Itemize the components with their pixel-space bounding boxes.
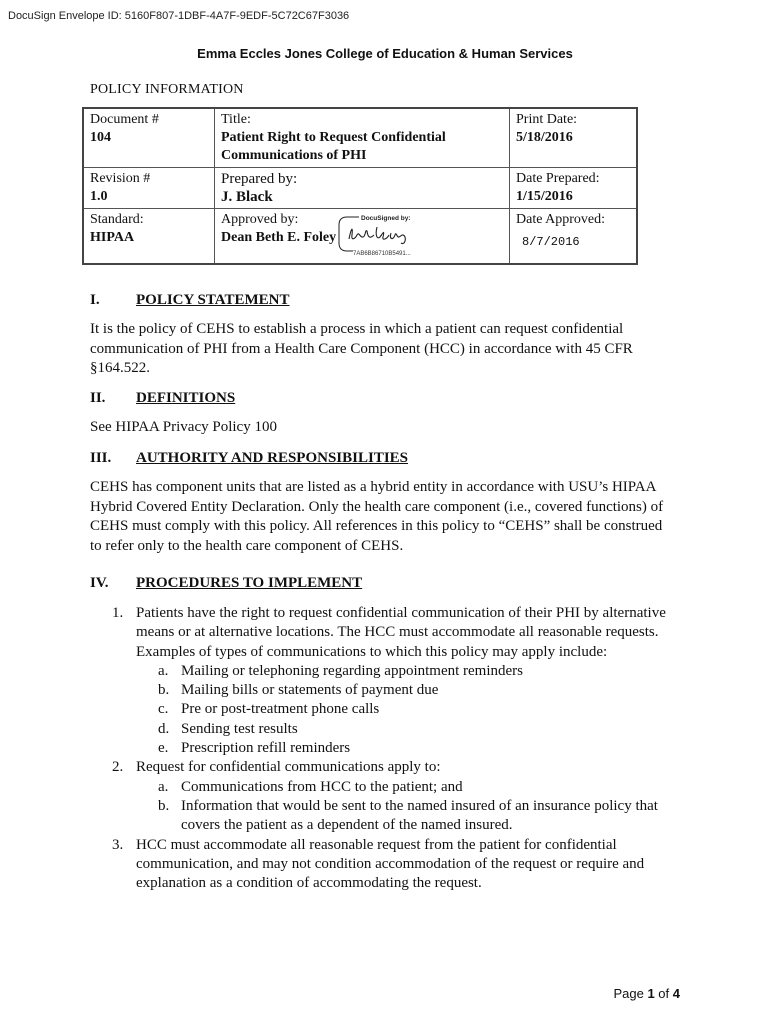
authority-text: CEHS has component units that are listed as a hybrid entity in accordance with USU’s HIPAA Hybrid Covered Entity Declaration. Only the health care component (i.e., covered functions) of CEHS must comply with this policy. All references in this policy to “CEHS” shall be construed to refer only to the health care component of CEHS. [90, 479, 664, 554]
list-item-text: Patients have the right to request confidential communication of their PHI by alternative means or at alternative locations. The HCC must accommodate all reasonable requests. Examples of types of communications to which this policy may apply include: [136, 605, 666, 660]
list-number: b. [158, 682, 170, 699]
docusign-envelope-id: DocuSign Envelope ID: 5160F807-1DBF-4A7F-9EDF-5C72C67F3036 [8, 10, 350, 22]
policy-info-heading: POLICY INFORMATION [90, 82, 244, 97]
list-item [90, 739, 680, 758]
list-item [90, 797, 680, 836]
title-label: Title: [221, 112, 251, 127]
approved-by-label: Approved by: [221, 212, 299, 227]
procedures-list [90, 604, 680, 893]
page-number: 1 [647, 986, 655, 1001]
definitions-text: See HIPAA Privacy Policy 100 [90, 419, 277, 435]
section-heading-procedures [90, 575, 362, 592]
list-number: c. [158, 701, 169, 718]
standard-label: Standard: [90, 212, 144, 227]
list-number: a. [158, 662, 169, 679]
date-approved-label: Date Approved: [516, 212, 606, 227]
list-item [90, 836, 680, 894]
section-number: II. [90, 390, 106, 406]
print-date-label: Print Date: [516, 112, 578, 127]
section-number: IV. [90, 575, 109, 591]
section-title: DEFINITIONS [136, 390, 236, 406]
revision-label: Revision # [90, 171, 151, 186]
revision-cell [83, 168, 215, 209]
date-approved-value: 8/7/2016 [522, 235, 580, 249]
list-number: 3. [112, 836, 124, 853]
table-row [83, 209, 637, 265]
list-item [90, 700, 680, 719]
list-number: 1. [112, 605, 124, 621]
list-item [90, 758, 680, 777]
prepared-by-label: Prepared by: [221, 171, 298, 187]
title-cell [215, 108, 510, 168]
list-number: e. [158, 740, 169, 757]
list-number: d. [158, 720, 170, 737]
print-date-value: 5/18/2016 [516, 130, 573, 145]
approved-by-value: Dean Beth E. Foley [221, 230, 337, 245]
print-date-cell [510, 108, 638, 168]
section-heading-definitions [90, 390, 235, 407]
section-title: POLICY STATEMENT [136, 292, 290, 308]
document-label: Document # [90, 112, 159, 127]
date-prepared-label: Date Prepared: [516, 171, 600, 186]
date-prepared-value: 1/15/2016 [516, 189, 573, 204]
list-number: a. [158, 778, 169, 795]
list-item [90, 778, 680, 797]
signature-bracket-icon [333, 211, 429, 257]
approved-by-cell [215, 209, 510, 265]
college-header: Emma Eccles Jones College of Education & Human Services [197, 46, 573, 61]
list-item-text: Mailing bills or statements of payment due [181, 682, 439, 699]
list-item-text: Information that would be sent to the named insured of an insurance policy that covers the patient as a dependent of the named insured. [181, 797, 658, 834]
section-title: PROCEDURES TO IMPLEMENT [136, 575, 363, 591]
standard-cell [83, 209, 215, 265]
title-line-2: Communications of PHI [221, 148, 367, 163]
page-total: 4 [672, 986, 680, 1001]
list-item-text: Mailing or telephoning regarding appointment reminders [181, 662, 523, 679]
list-item [90, 681, 680, 700]
list-item-text: Communications from HCC to the patient; and [181, 778, 463, 795]
policy-statement-text: It is the policy of CEHS to establish a process in which a patient can request confidential communication of PHI from a Health Care Component (HCC) in accordance with 45 CFR §164.522. [90, 321, 633, 376]
document-cell [83, 108, 215, 168]
page-label: Page [613, 986, 644, 1001]
section-heading-policy-statement [90, 292, 290, 309]
standard-value: HIPAA [90, 230, 135, 245]
list-item-text: Request for confidential communications apply to: [136, 759, 441, 776]
prepared-by-value: J. Black [221, 189, 273, 205]
of-label: of [658, 986, 670, 1001]
docusigned-by-label: DocuSigned by: [361, 215, 411, 222]
list-item [90, 720, 680, 739]
list-number: 2. [112, 759, 124, 776]
prepared-by-cell [215, 168, 510, 209]
list-item [90, 604, 680, 662]
page-footer [613, 986, 680, 1001]
docusign-signature-block [333, 211, 429, 257]
policy-info-table [82, 107, 638, 265]
document-number: 104 [90, 130, 111, 145]
title-line-1: Patient Right to Request Confidential [221, 130, 446, 145]
table-row [83, 108, 637, 168]
table-row [83, 168, 637, 209]
signature-id: 7AB6B86710B5491... [353, 251, 411, 257]
list-item [90, 662, 680, 681]
section-number: I. [90, 292, 100, 308]
section-title: AUTHORITY AND RESPONSIBILITIES [136, 450, 409, 466]
list-item-text: Sending test results [181, 720, 298, 737]
list-number: b. [158, 797, 170, 814]
date-approved-cell [510, 209, 638, 265]
section-heading-authority [90, 450, 408, 467]
revision-value: 1.0 [90, 189, 108, 204]
list-item-text: Pre or post-treatment phone calls [181, 701, 380, 718]
list-item-text: Prescription refill reminders [181, 740, 351, 757]
date-prepared-cell [510, 168, 638, 209]
section-number: III. [90, 450, 112, 466]
list-item-text: HCC must accommodate all reasonable request from the patient for confidential communication, and may not condition accommodation of the request or require and explanation as a condition of accommodating the request. [136, 836, 645, 892]
